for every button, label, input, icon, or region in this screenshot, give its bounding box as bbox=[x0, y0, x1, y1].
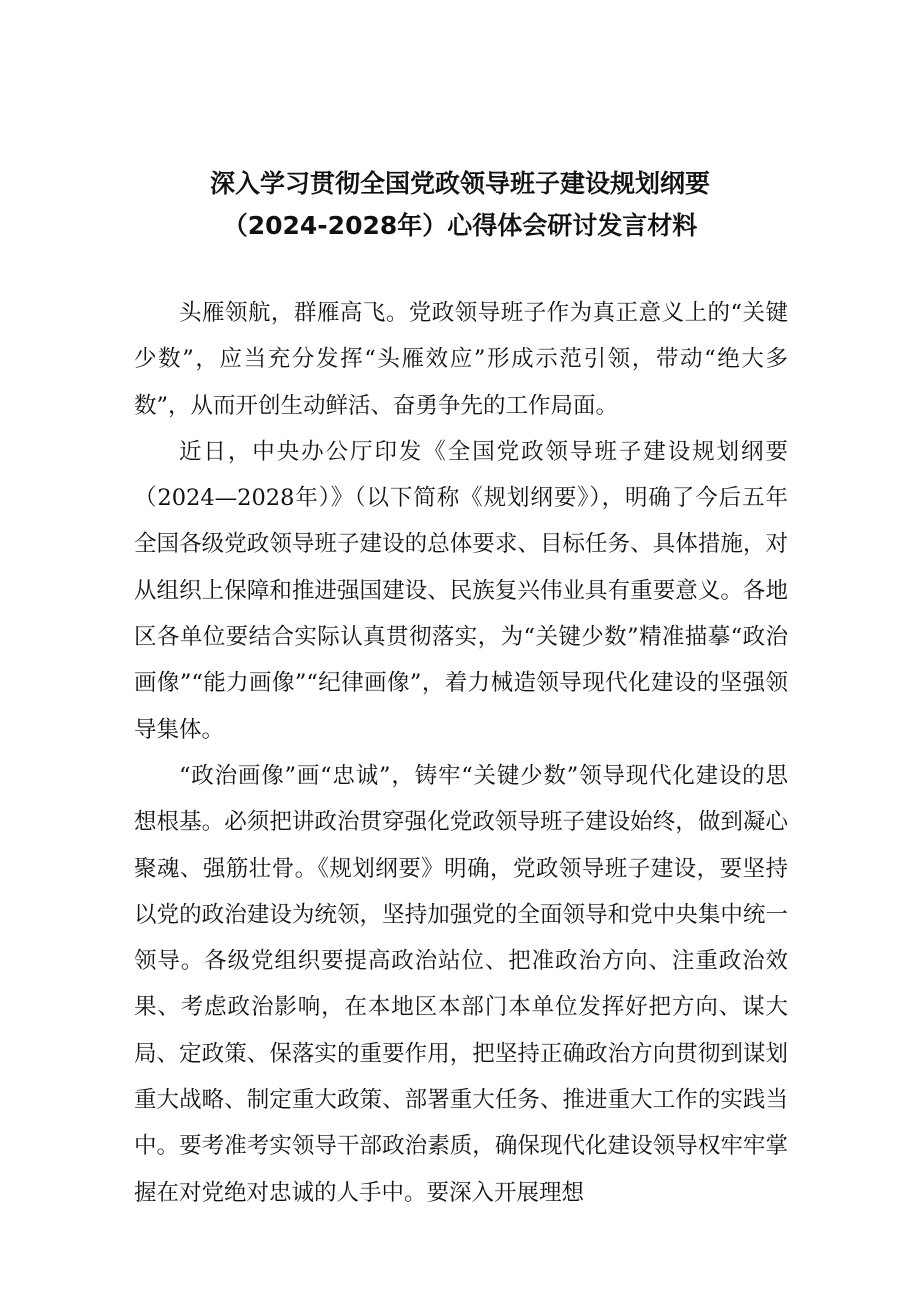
document-body bbox=[134, 290, 788, 1216]
paragraph-2: 近日，中央办公厅印发《全国党政领导班子建设规划纲要（2024—2028年）》（以下简称《规划纲要》），明确了今后五年全国各级党政领导班子建设的总体要求、目标任务、具体措施，对从组织上保障和推进强国建设、民族复兴伟业具有重要意义。各地区各单位要结合实际认真贯彻落实，为“关键少数”精准描摹“政治画像”“能力画像”“纪律画像”，着力械造领导现代化建设的坚强领导集体。 bbox=[134, 438, 788, 743]
title-line-1: 深入学习贯彻全国党政领导班子建设规划纲要 bbox=[209, 169, 710, 198]
paragraph-1: 头雁领航，群雁高飞。党政领导班子作为真正意义上的“关键少数”，应当充分发挥“头雁效应”形成示范引领，带动“绝大多数”，从而开创生动鲜活、奋勇争先的工作局面。 bbox=[134, 300, 788, 419]
document-title bbox=[0, 163, 920, 247]
paragraph-3: “政治画像”画“忠诚”，铸牢“关键少数”领导现代化建设的思想根基。必须把讲政治贯穿强化党政领导班子建设始终，做到凝心聚魂、强筋壮骨。《规划纲要》明确，党政领导班子建设，要坚持以党的政治建设为统领，坚持加强党的全面领导和党中央集中统一领导。各级党组织要提高政治站位、把准政治方向、注重政治效果、考虑政治影响，在本地区本部门本单位发挥好把方向、谋大局、定政策、保落实的重要作用，把坚持正确政治方向贯彻到谋划重大战略、制定重大政策、部署重大任务、推进重大工作的实践当中。要考准考实领导干部政治素质，确保现代化建设领导权牢牢掌握在对党绝对忠诚的人手中。要深入开展理想 bbox=[134, 762, 788, 1206]
title-line-2: （2024-2028年）心得体会研讨发言材料 bbox=[222, 211, 698, 240]
